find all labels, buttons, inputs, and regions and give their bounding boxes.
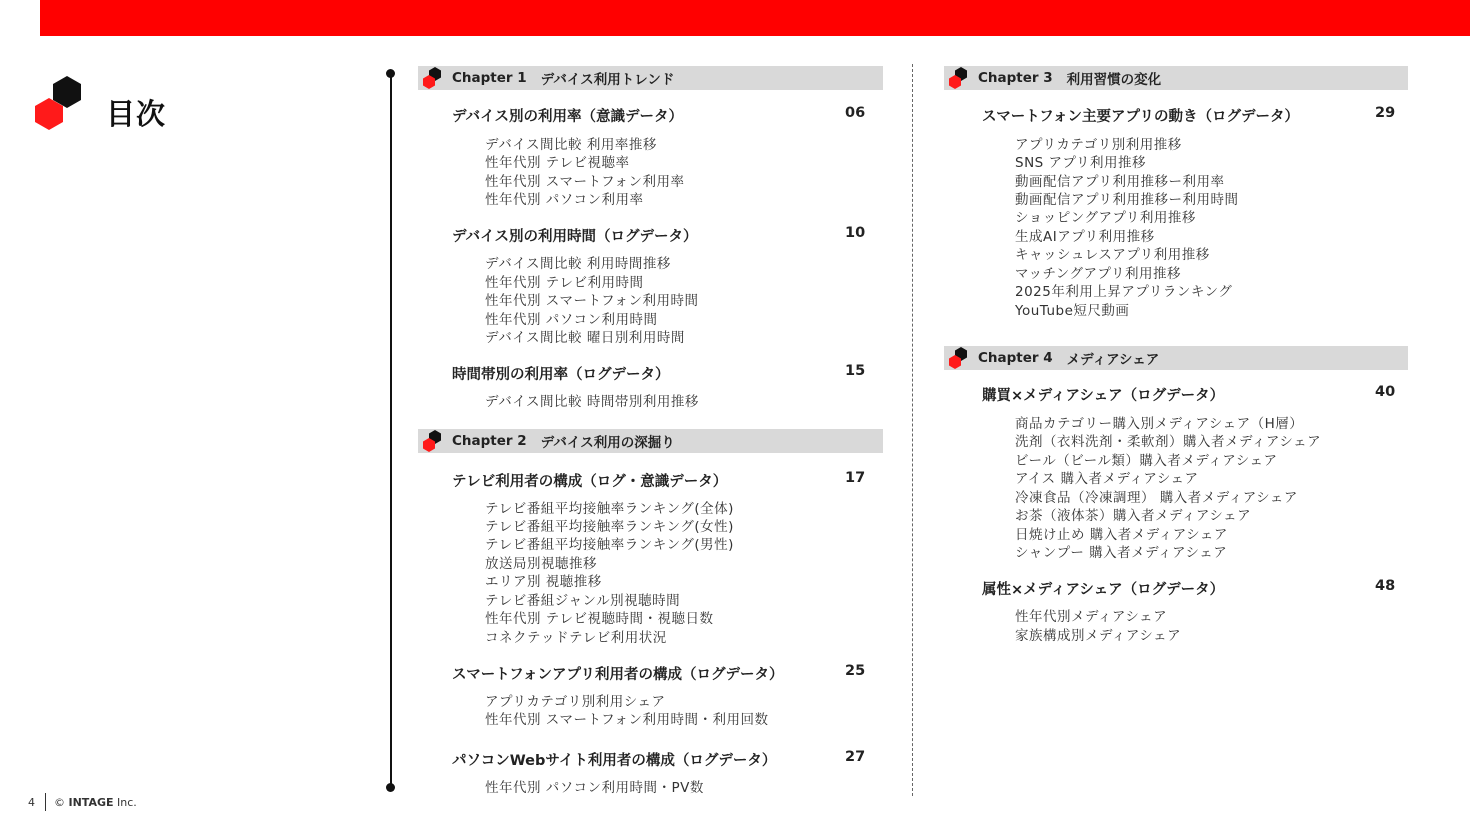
toc-page-number: 10 [845, 225, 866, 241]
toc-page-number: 29 [1375, 105, 1396, 121]
company-name: INTAGE [68, 795, 114, 809]
toc-item[interactable]: ショッピングアプリ利用推移 [1015, 210, 1196, 226]
company-suffix: Inc. [117, 795, 137, 809]
toc-section-title[interactable]: デバイス別の利用率（意識データ） [452, 109, 683, 125]
toc-item[interactable]: 生成AIアプリ利用推移 [1015, 229, 1155, 245]
intage-cube-logo [33, 76, 83, 138]
timeline-bottom-dot [386, 783, 395, 792]
toc-item[interactable]: 性年代別 テレビ視聴時間・視聴日数 [485, 611, 714, 627]
toc-item[interactable]: 2025年利用上昇アプリランキング [1015, 284, 1233, 300]
toc-item[interactable]: 性年代別 スマートフォン利用率 [485, 174, 685, 190]
chapter-cube-icon [947, 66, 969, 90]
toc-item[interactable]: アプリカテゴリ別利用シェア [485, 694, 666, 710]
chapter-title: デバイス利用トレンド [540, 72, 675, 88]
copyright-symbol: © [54, 795, 65, 809]
toc-item[interactable]: テレビ番組平均接触率ランキング(男性) [485, 537, 734, 553]
toc-item[interactable]: シャンプー 購入者メディアシェア [1015, 545, 1228, 561]
toc-item[interactable]: デバイス間比較 利用率推移 [485, 137, 657, 153]
chapter-label: Chapter 4 [978, 350, 1053, 366]
chapter-title: メディアシェア [1066, 352, 1160, 368]
toc-item[interactable]: コネクテッドテレビ利用状況 [485, 630, 667, 646]
timeline-line [390, 73, 392, 787]
chapter-4-header [944, 346, 1408, 370]
page-title: 目次 [106, 97, 167, 131]
toc-page-number: 48 [1375, 578, 1396, 594]
toc-item[interactable]: 性年代別 パソコン利用率 [485, 192, 644, 208]
toc-item[interactable]: アプリカテゴリ別利用推移 [1015, 137, 1182, 153]
toc-section-title[interactable]: パソコンWebサイト利用者の構成（ログデータ） [452, 753, 777, 769]
toc-item[interactable]: 冷凍食品（冷凍調理） 購入者メディアシェア [1015, 490, 1298, 506]
chapter-cube-icon [947, 346, 969, 370]
toc-item[interactable]: 洗剤（衣料洗剤・柔軟剤）購入者メディアシェア [1015, 434, 1322, 450]
chapter-1-header [418, 66, 883, 90]
chapter-label: Chapter 3 [978, 70, 1053, 86]
toc-item[interactable]: 動画配信アプリ利用推移ー利用時間 [1015, 192, 1239, 208]
toc-item[interactable]: マッチングアプリ利用推移 [1015, 266, 1181, 282]
toc-item[interactable]: 性年代別 パソコン利用時間 [485, 312, 658, 328]
toc-item[interactable]: デバイス間比較 利用時間推移 [485, 256, 671, 272]
chapter-title: 利用習慣の変化 [1066, 72, 1162, 88]
toc-item[interactable]: 性年代別 スマートフォン利用時間 [485, 293, 699, 309]
toc-item[interactable]: 性年代別 パソコン利用時間・PV数 [485, 780, 704, 796]
toc-item[interactable]: デバイス間比較 時間帯別利用推移 [485, 394, 699, 410]
toc-item[interactable]: 商品カテゴリー購入別メディアシェア（H層） [1015, 416, 1304, 432]
toc-item[interactable]: アイス 購入者メディアシェア [1015, 471, 1199, 487]
toc-page-number: 06 [845, 105, 866, 121]
toc-page-number: 17 [845, 470, 866, 486]
column-divider [912, 64, 913, 796]
toc-section-title[interactable]: スマートフォン主要アプリの動き（ログデータ） [982, 109, 1299, 125]
toc-item[interactable]: 性年代別メディアシェア [1015, 609, 1168, 625]
toc-page-number: 15 [845, 363, 866, 379]
toc-section-title[interactable]: テレビ利用者の構成（ログ・意識データ） [452, 474, 728, 490]
footer-separator [45, 793, 46, 811]
toc-item[interactable]: テレビ番組平均接触率ランキング(女性) [485, 519, 734, 535]
chapter-cube-icon [421, 66, 443, 90]
chapter-label: Chapter 2 [452, 433, 527, 449]
toc-item[interactable]: 性年代別 テレビ利用時間 [485, 275, 644, 291]
top-accent-bar [40, 0, 1470, 36]
toc-item[interactable]: エリア別 視聴推移 [485, 574, 602, 590]
toc-item[interactable]: キャッシュレスアプリ利用推移 [1015, 247, 1210, 263]
toc-item[interactable]: 日焼け止め 購入者メディアシェア [1015, 527, 1228, 543]
toc-section-title[interactable]: スマートフォンアプリ利用者の構成（ログデータ） [452, 667, 784, 683]
toc-section-title[interactable]: デバイス別の利用時間（ログデータ） [452, 229, 698, 245]
toc-page-number: 40 [1375, 384, 1396, 400]
toc-item[interactable]: 性年代別 テレビ視聴率 [485, 155, 630, 171]
toc-item[interactable]: ビール（ビール類）購入者メディアシェア [1015, 453, 1278, 469]
toc-item[interactable]: 性年代別 スマートフォン利用時間・利用回数 [485, 712, 769, 728]
chapter-label: Chapter 1 [452, 70, 527, 86]
toc-item[interactable]: テレビ番組ジャンル別視聴時間 [485, 593, 681, 609]
toc-section-title[interactable]: 属性×メディアシェア（ログデータ） [982, 582, 1225, 598]
page-number: 4 [28, 795, 35, 809]
toc-item[interactable]: 動画配信アプリ利用推移ー利用率 [1015, 174, 1225, 190]
chapter-title: デバイス利用の深掘り [540, 435, 675, 451]
footer [28, 793, 137, 811]
toc-item[interactable]: YouTube短尺動画 [1015, 303, 1130, 319]
toc-section-title[interactable]: 時間帯別の利用率（ログデータ） [452, 367, 670, 383]
toc-item[interactable]: テレビ番組平均接触率ランキング(全体) [485, 501, 734, 517]
timeline-top-dot [386, 69, 395, 78]
chapter-cube-icon [421, 429, 443, 453]
chapter-2-header [418, 429, 883, 453]
toc-item[interactable]: SNS アプリ利用推移 [1015, 155, 1146, 171]
toc-section-title[interactable]: 購買×メディアシェア（ログデータ） [982, 388, 1225, 404]
toc-item[interactable]: 家族構成別メディアシェア [1015, 628, 1182, 644]
toc-page-number: 27 [845, 749, 866, 765]
toc-item[interactable]: 放送局別視聴推移 [485, 556, 597, 572]
chapter-3-header [944, 66, 1408, 90]
toc-item[interactable]: デバイス間比較 曜日別利用時間 [485, 330, 685, 346]
toc-page-number: 25 [845, 663, 866, 679]
toc-item[interactable]: お茶（液体茶）購入者メディアシェア [1015, 508, 1252, 524]
